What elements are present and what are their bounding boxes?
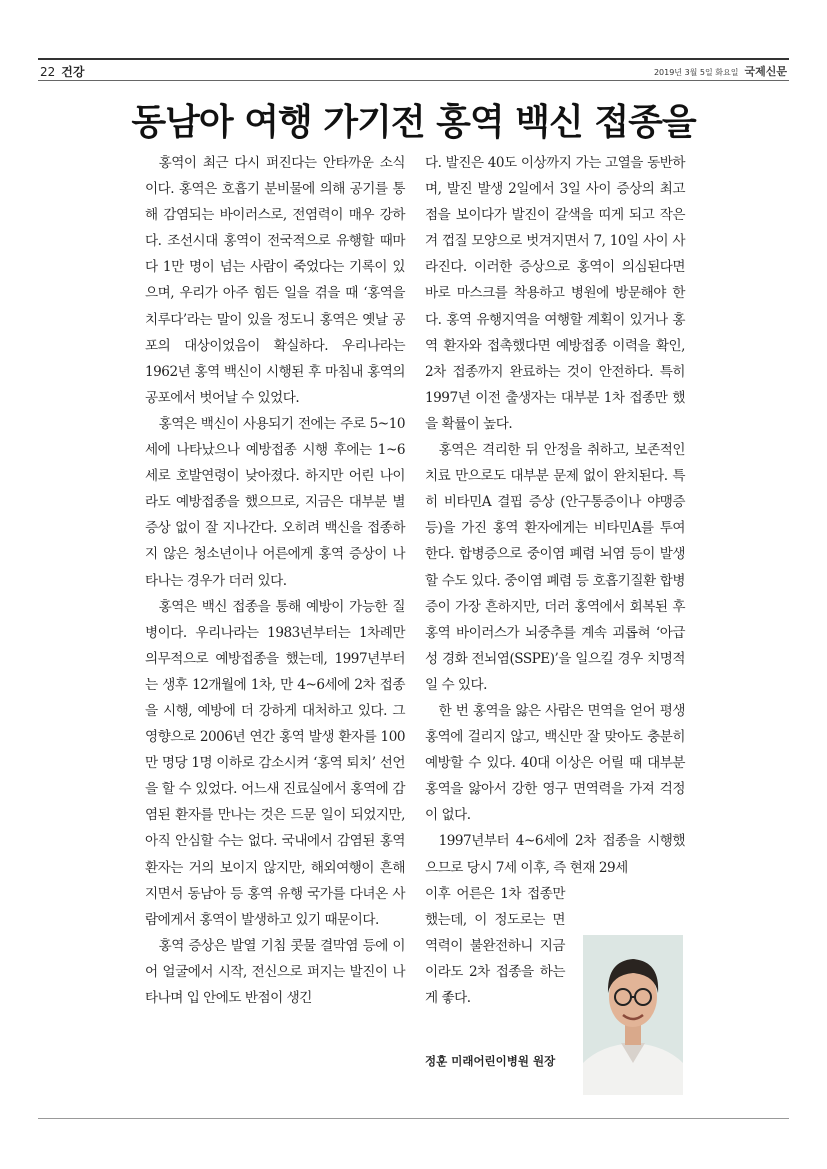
paragraph: 한 번 홍역을 앓은 사람은 면역을 얻어 평생 홍역에 걸리지 않고, 백신만 잘 맞아도 충분히 예방할 수 있다. 40대 이상은 어릴 때 대부분 홍역을 앓아서 강한 영구 면역력을 가져 걱정이 없다.	[425, 702, 685, 824]
paragraph: 홍역은 격리한 뒤 안정을 취하고, 보존적인 치료 만으로도 대부분 문제 없이 완치된다. 특히 비타민A 결핍 증상 (안구통증이나 야맹증 등)을 가진 홍역 환자에게는 비타민A를 투여한다. 합병증으로 중이염 폐렴 뇌염 등이 발생할 수도 있다. 중이염 폐렴 등 호흡기질환 합병증이 가장 흔하지만, 더러 홍역에서 회복된 후 홍역 바이러스가 뇌중추를 계속 괴롭혀 ‘아급성 경화 전뇌염(SSPE)’을 일으킬 경우 치명적일 수 있다.	[425, 442, 685, 693]
author-photo	[583, 935, 683, 1095]
paragraph: 홍역이 최근 다시 퍼진다는 안타까운 소식이다. 홍역은 호흡기 분비물에 의해 공기를 통해 감염되는 바이러스로, 전염력이 매우 강하다. 조선시대 홍역이 전국적으로 유행할 때마다 1만 명이 넘는 사람이 죽었다는 기록이 있으며, 우리가 아주 힘든 일을 겪을 때 ‘홍역을 치루다’라는 말이 있을 정도니 홍역은 옛날 공포의 대상이었음이 확실하다. 우리나라는 1962년 홍역 백신이 시행된 후 마침내 홍역의 공포에서 벗어날 수 있었다.	[145, 155, 405, 406]
article-column-1	[145, 150, 405, 1011]
paragraph: 홍역 증상은 발열 기침 콧물 결막염 등에 이어 얼굴에서 시작, 전신으로 퍼지는 발진이 나타나며 입 안에도 반점이 생긴	[145, 937, 405, 1006]
author-portrait-image	[583, 935, 683, 1095]
paragraph: 홍역은 백신 접종을 통해 예방이 가능한 질병이다. 우리나라는 1983년부터는 1차례만 의무적으로 예방접종을 했는데, 1997년부터는 생후 12개월에 1차, 만 4~6세에 2차 접종을 시행, 예방에 더 강하게 대처하고 있다. 그 영향으로 2006년 연간 홍역 발생 환자를 100만 명당 1명 이하로 감소시켜 ‘홍역 퇴치’ 선언을 할 수 있었다. 어느새 진료실에서 홍역에 감염된 환자를 만나는 것은 드문 일이 되었지만, 아직 안심할 수는 없다. 국내에서 감염된 홍역환자는 거의 보이지 않지만, 해외여행이 흔해지면서 동남아 등 홍역 유행 국가를 다녀온 사람에게서 홍역이 발생하고 있기 때문이다.	[145, 598, 405, 928]
newspaper-name: 국제신문	[744, 65, 787, 78]
paragraph: 홍역은 백신이 사용되기 전에는 주로 5~10세에 나타났으나 예방접종 시행 후에는 1~6세로 호발연령이 낮아졌다. 하지만 어린 나이라도 예방접종을 했으므로, 지금은 대부분 별 증상 없이 잘 지나간다. 오히려 백신을 접종하지 않은 청소년이나 어른에게 홍역 증상이 나타나는 경우가 더러 있다.	[145, 415, 405, 589]
page-number: 22	[40, 65, 56, 79]
page-header-right	[654, 63, 787, 79]
issue-date: 2019년 3월 5일 화요일	[653, 68, 739, 77]
page-header-left	[40, 63, 84, 80]
section-label: 건강	[61, 65, 85, 79]
paragraph: 이후 어른은 1차 접종만 했는데, 이 정도로는 면역력이 불완전하니 지금이라도 2차 접종을 하는 게 좋다.	[425, 885, 565, 1006]
paragraph: 다. 발진은 40도 이상까지 가는 고열을 동반하며, 발진 발생 2일에서 3일 사이 증상의 최고점을 보이다가 발진이 갈색을 띠게 되고 작은 겨 껍질 모양으로 벗겨지면서 7, 10일 사이 사라진다. 이러한 증상으로 홍역이 의심된다면 바로 마스크를 착용하고 병원에 방문해야 한다. 홍역 유행지역을 여행할 계획이 있거나 홍역 환자와 접촉했다면 예방접종 이력을 확인, 2차 접종까지 완료하는 것이 안전하다. 특히 1997년 이전 출생자는 대부분 1차 접종만 했을 확률이 높다.	[425, 155, 685, 432]
header-rule	[38, 58, 789, 60]
paragraph: 1997년부터 4~6세에 2차 접종을 시행했으므로 당시 7세 이후, 즉 현재 29세	[425, 833, 685, 876]
footer-rule	[38, 1118, 789, 1119]
header-subrule	[38, 80, 789, 81]
article-column-2	[425, 150, 685, 1011]
article-headline: 동남아 여행 가기전 홍역 백신 접종을	[131, 102, 696, 143]
author-byline: 정훈 미래어린이병원 원장	[425, 1054, 556, 1068]
